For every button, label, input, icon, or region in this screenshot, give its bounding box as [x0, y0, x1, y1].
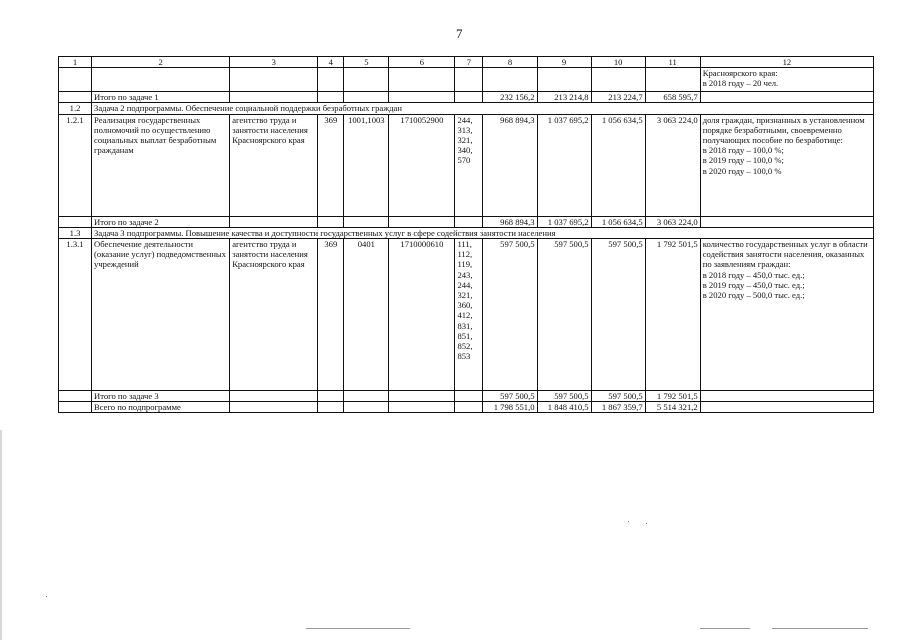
amount-2019: 1 848 410,5 [537, 402, 591, 413]
subtotal-label: Итого по задаче 2 [92, 216, 230, 227]
col-header: 1 [59, 57, 92, 68]
col-header: 10 [591, 57, 645, 68]
scan-line-artifact [772, 628, 868, 629]
col-header: 6 [389, 57, 455, 68]
result-cell: доля граждан, признанных в установленном порядке безработными, своевременно получающих пособие по безработице: в 2018 году – 100,0 %; в 2019 году – 100,0 %; в 2020 году – 100,0 % [700, 114, 873, 216]
amount-2018: 1 798 551,0 [483, 402, 537, 413]
vr-codes: 111, 112, 119, 243, 244, 321, 360, 412, 831, 851, 852, 853 [455, 239, 483, 391]
amount-2019: 1 037 695,2 [537, 114, 591, 216]
page-number: 7 [456, 26, 463, 41]
amount-total: 1 792 501,5 [645, 391, 700, 402]
activity-number: 1.2.1 [59, 114, 92, 216]
col-header: 2 [92, 57, 230, 68]
result-cell: количество государственных услуг в области содействия занятости населения, оказанных по заявлениям граждан: в 2018 году – 450,0 тыс. ед.; в 2019 году – 450,0 тыс. ед.; в 2020 году – 500,0 тыс. ед.; [700, 239, 873, 391]
subtotal-row [59, 92, 874, 103]
col-header: 11 [645, 57, 700, 68]
grand-total-label: Всего по подпрограмме [92, 402, 230, 413]
grand-total-row [59, 402, 874, 413]
activity-number: 1.3.1 [59, 239, 92, 391]
activity-row [59, 114, 874, 216]
amount-2019: 213 214,8 [537, 92, 591, 103]
amount-2019: 1 037 695,2 [537, 216, 591, 227]
amount-2020: 597 500,5 [591, 391, 645, 402]
amount-2019: 597 500,5 [537, 391, 591, 402]
amount-2018: 968 894,3 [483, 114, 537, 216]
grbs-code: 369 [318, 114, 344, 216]
scan-speck [646, 523, 647, 524]
amount-2018: 968 894,3 [483, 216, 537, 227]
amount-2020: 213 224,7 [591, 92, 645, 103]
amount-2020: 1 867 359,7 [591, 402, 645, 413]
scan-speck [46, 596, 47, 597]
col-header: 3 [230, 57, 318, 68]
grbs-code: 369 [318, 239, 344, 391]
activity-name: Обеспечение деятельности (оказание услуг) подведомственных учреждений [92, 239, 230, 391]
column-number-row [59, 57, 874, 68]
subtotal-row [59, 391, 874, 402]
col-header: 5 [344, 57, 389, 68]
col-header: 12 [700, 57, 873, 68]
scan-speck [628, 521, 629, 522]
amount-total: 1 792 501,5 [645, 239, 700, 391]
carry-over-row [59, 68, 874, 92]
result-cell: Красноярского края: в 2018 году – 20 чел. [700, 68, 873, 92]
amount-total: 3 063 224,0 [645, 114, 700, 216]
subtotal-label: Итого по задаче 3 [92, 391, 230, 402]
activity-name: Реализация государственных полномочий по осуществлению социальных выплат безработным гражданам [92, 114, 230, 216]
col-header: 8 [483, 57, 537, 68]
amount-total: 3 063 224,0 [645, 216, 700, 227]
rzpr-code: 0401 [344, 239, 389, 391]
executor: агентство труда и занятости населения Красноярского края [230, 114, 318, 216]
task-title: Задача 3 подпрограммы. Повышение качества и доступности государственных услуг в сфере содействия занятости населения [92, 227, 874, 238]
executor: агентство труда и занятости населения Красноярского края [230, 239, 318, 391]
amount-2018: 597 500,5 [483, 239, 537, 391]
amount-2018: 232 156,2 [483, 92, 537, 103]
amount-2020: 597 500,5 [591, 239, 645, 391]
activity-row [59, 239, 874, 391]
col-header: 4 [318, 57, 344, 68]
amount-total: 658 595,7 [645, 92, 700, 103]
amount-2018: 597 500,5 [483, 391, 537, 402]
task-heading-row [59, 103, 874, 114]
subprogram-budget-table [58, 56, 874, 413]
scan-line-artifact [306, 628, 410, 629]
csr-code: 1710052900 [389, 114, 455, 216]
task-title: Задача 2 подпрограммы. Обеспечение социальной поддержки безработных граждан [92, 103, 874, 114]
scan-edge-artifact [0, 430, 2, 640]
subtotal-row [59, 216, 874, 227]
rzpr-code: 1001,1003 [344, 114, 389, 216]
amount-2020: 1 056 634,5 [591, 114, 645, 216]
scan-line-artifact [700, 628, 750, 629]
task-heading-row [59, 227, 874, 238]
amount-2020: 1 056 634,5 [591, 216, 645, 227]
subtotal-label: Итого по задаче 1 [92, 92, 230, 103]
vr-codes: 244, 313, 321, 340, 570 [455, 114, 483, 216]
amount-total: 5 514 321,2 [645, 402, 700, 413]
col-header: 7 [455, 57, 483, 68]
col-header: 9 [537, 57, 591, 68]
task-number: 1.3 [59, 227, 92, 238]
csr-code: 1710000610 [389, 239, 455, 391]
amount-2019: 597 500,5 [537, 239, 591, 391]
task-number: 1.2 [59, 103, 92, 114]
